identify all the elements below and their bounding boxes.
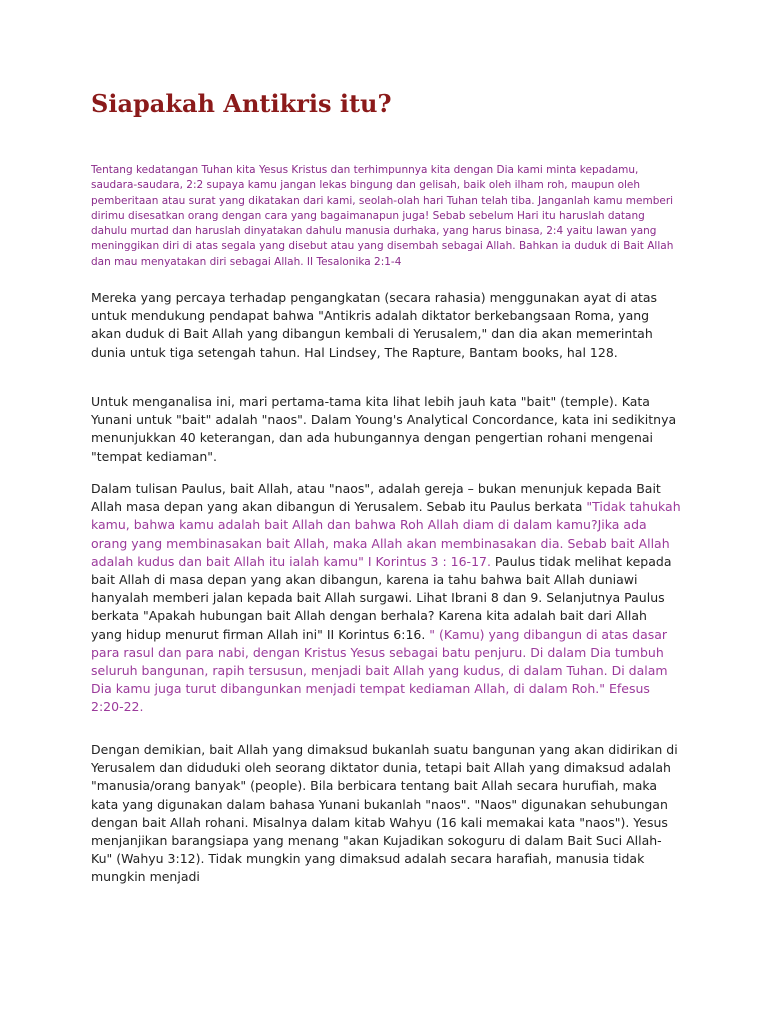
paragraph-2: Untuk menganalisa ini, mari pertama-tama kita lihat lebih jauh kata "bait" (temple). Kata Yunani untuk "bait" adalah "naos". Dalam Young's Analytical Concordance, kata ini sedikitnya menunjukkan 40 keterangan, dan ada hubungannya dengan pengertian rohani mengenai "tempat kediaman".: [91, 394, 677, 464]
paragraph-1: Mereka yang percaya terhadap pengangkatan (secara rahasia) menggunakan ayat di atas untuk mendukung pendapat bahwa "Antikris adalah diktator berkebangsaan Roma, yang akan duduk di Bait Allah yang dibangun kembali di Yerusalem," dan dia akan memerintah dunia untuk tiga setengah tahun. Hal Lindsey, The Rapture, Bantam books, hal 128.: [91, 290, 658, 360]
korintus-quote: "Tidak tahukah kamu, bahwa kamu adalah bait Allah dan bahwa Roh Allah diam di dalam kamu?Jika ada orang yang membinasakan bait Allah, maka Allah akan membinasakan dia. Sebab bait Allah adalah kudus dan bait Allah itu ialah kamu" I Korintus 3 : 16-17.: [91, 499, 681, 569]
paragraph-3-intro: Dalam tulisan Paulus, bait Allah, atau "naos", adalah gereja – bukan menunjuk kepada Bait Allah masa depan yang akan dibangun di Yerusalem. Sebab itu Paulus berkata: [91, 481, 661, 515]
efesus-quote: " (Kamu) yang dibangun di atas dasar para rasul dan para nabi, dengan Kristus Yesus sebagai batu penjuru. Di dalam Dia tumbuh seluruh bangunan, rapih tersusun, menjadi bait Allah yang kudus, di dalam Tuhan. Di dalam Dia kamu juga turut dibangunkan menjadi tempat kediaman Allah, di dalam Roh." Efesus 2:20-22.: [91, 626, 668, 715]
scripture-quote: Tentang kedatangan Tuhan kita Yesus Kristus dan terhimpunnya kita dengan Dia kami minta kepadamu, saudara-saudara, 2:2 supaya kamu jangan lekas bingung dan gelisah, baik oleh ilham roh, maupun oleh pemberitaan atau surat yang dikatakan dari kami, seolah-olah hari Tuhan telah tiba. Janganlah kamu memberi dirimu disesatkan orang dengan cara yang bagaimanapun juga! Sebab sebelum Hari itu haruslah datang dahulu murtad dan haruslah dinyatakan dahulu manusia durhaka, yang harus binasa, 2:4 yaitu lawan yang meninggikan diri di atas segala yang disebut atau yang disembah sebagai Allah. Bahkan ia duduk di Bait Allah dan mau menyatakan diri sebagai Allah. II Tesalonika 2:1-4: [91, 164, 674, 268]
paragraph-3-middle: Paulus tidak melihat kepada bait Allah di masa depan yang akan dibangun, karena ia tahu bahwa bait Allah duniawi hanyalah memberi jalan kepada bait Allah surgawi. Lihat Ibrani 8 dan 9. Selanjutnya Paulus berkata "Apakah hubungan bait Allah dengan berhala? Karena kita adalah bait dari Allah yang hidup menurut firman Allah ini" II Korintus 6:16.: [91, 553, 672, 642]
page-title: Siapakah Antikris itu?: [91, 89, 392, 118]
paragraph-3: [91, 480, 681, 717]
paragraph-4: Dengan demikian, bait Allah yang dimaksud bukanlah suatu bangunan yang akan didirikan di Yerusalem dan diduduki oleh seorang diktator dunia, tetapi bait Allah yang dimaksud adalah "manusia/orang banyak" (people). Bila berbicara tentang bait Allah secara hurufiah, maka kata yang digunakan dalam bahasa Yunani bukanlah "naos". "Naos" digunakan sehubungan dengan bait Allah rohani. Misalnya dalam kitab Wahyu (16 kali memakai kata "naos"). Yesus menjanjikan barangsiapa yang menang "akan Kujadikan sokoguru di dalam Bait Suci Allah-Ku" (Wahyu 3:12). Tidak mungkin yang dimaksud adalah secara harafiah, manusia tidak mungkin menjadi: [91, 742, 678, 885]
